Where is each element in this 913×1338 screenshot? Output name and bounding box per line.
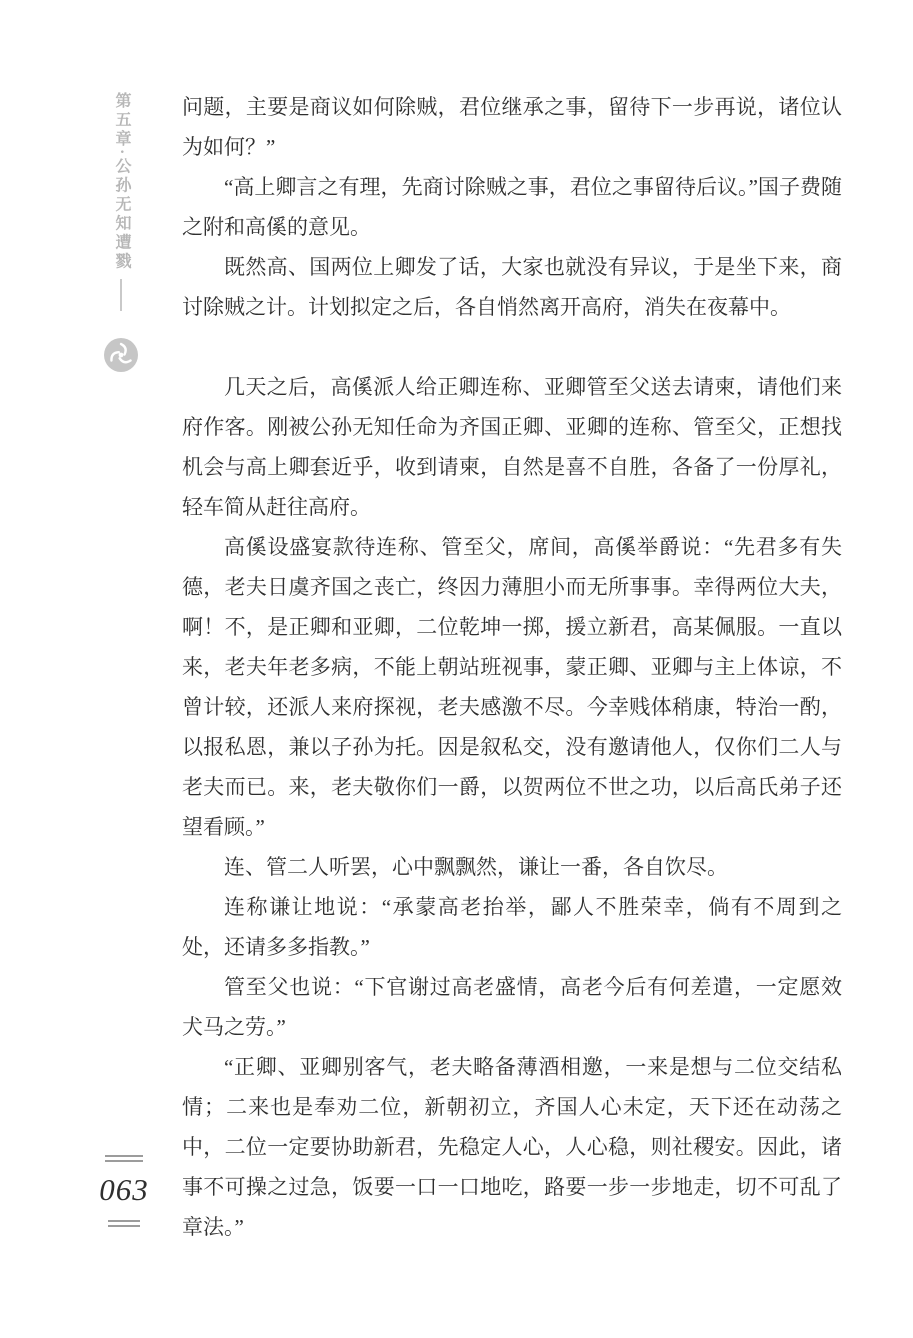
paragraph: 管至父也说：“下官谢过高老盛情，高老今后有何差遣，一定愿效犬马之劳。”: [182, 975, 842, 1039]
body-text-column: [182, 87, 842, 1247]
paragraph: “高上卿言之有理，先商讨除贼之事，君位之事留待后议。”国子费随之附和高傒的意见。: [182, 175, 842, 239]
page-number-block: [98, 1155, 150, 1227]
paragraph: 连、管二人听罢，心中飘飘然，谦让一番，各自饮尽。: [224, 855, 728, 879]
page-number-rule-top: [105, 1155, 143, 1162]
chapter-title: 第五章·公孙无知遭戮: [113, 92, 130, 272]
paragraph: “正卿、亚卿别客气，老夫略备薄酒相邀，一来是想与二位交结私情；二来也是奉劝二位，新朝初立，齐国人心未定，天下还在动荡之中，二位一定要协助新君，先稳定人心，人心稳，则社稷安。因此，诸事不可操之过急，饭要一口一口地吃，路要一步一步地走，切不可乱了章法。”: [182, 1055, 842, 1239]
seal-swirl-icon: [103, 337, 139, 373]
paragraph: 高傒设盛宴款待连称、管至父，席间，高傒举爵说：“先君多有失德，老夫日虞齐国之丧亡，终因力薄胆小而无所事事。幸得两位大夫，啊！不，是正卿和亚卿，二位乾坤一掷，援立新君，高某佩服。一直以来，老夫年老多病，不能上朝站班视事，蒙正卿、亚卿与主上体谅，不曾计较，还派人来府探视，老夫感激不尽。今幸贱体稍康，特治一酌，以报私恩，兼以子孙为托。因是叙私交，没有邀请他人，仅你们二人与老夫而已。来，老夫敬你们一爵，以贺两位不世之功，以后高氏弟子还望看顾。”: [182, 535, 842, 839]
title-dash-divider: [120, 279, 122, 311]
page-number: 063: [99, 1172, 149, 1207]
paragraph: 几天之后，高傒派人给正卿连称、亚卿管至父送去请柬，请他们来府作客。刚被公孙无知任命为齐国正卿、亚卿的连称、管至父，正想找机会与高上卿套近乎，收到请柬，自然是喜不自胜，各备了一份厚礼，轻车简从赶往高府。: [182, 375, 842, 519]
paragraph: 问题，主要是商议如何除贼，君位继承之事，留待下一步再说，诸位认为如何？”: [182, 95, 842, 159]
paragraph: 连称谦让地说：“承蒙高老抬举，鄙人不胜荣幸，倘有不周到之处，还请多多指教。”: [182, 895, 842, 959]
paragraph: 既然高、国两位上卿发了话，大家也就没有异议，于是坐下来，商讨除贼之计。计划拟定之后，各自悄然离开高府，消失在夜幕中。: [182, 255, 842, 319]
page-number-rule-bottom: [108, 1220, 140, 1227]
